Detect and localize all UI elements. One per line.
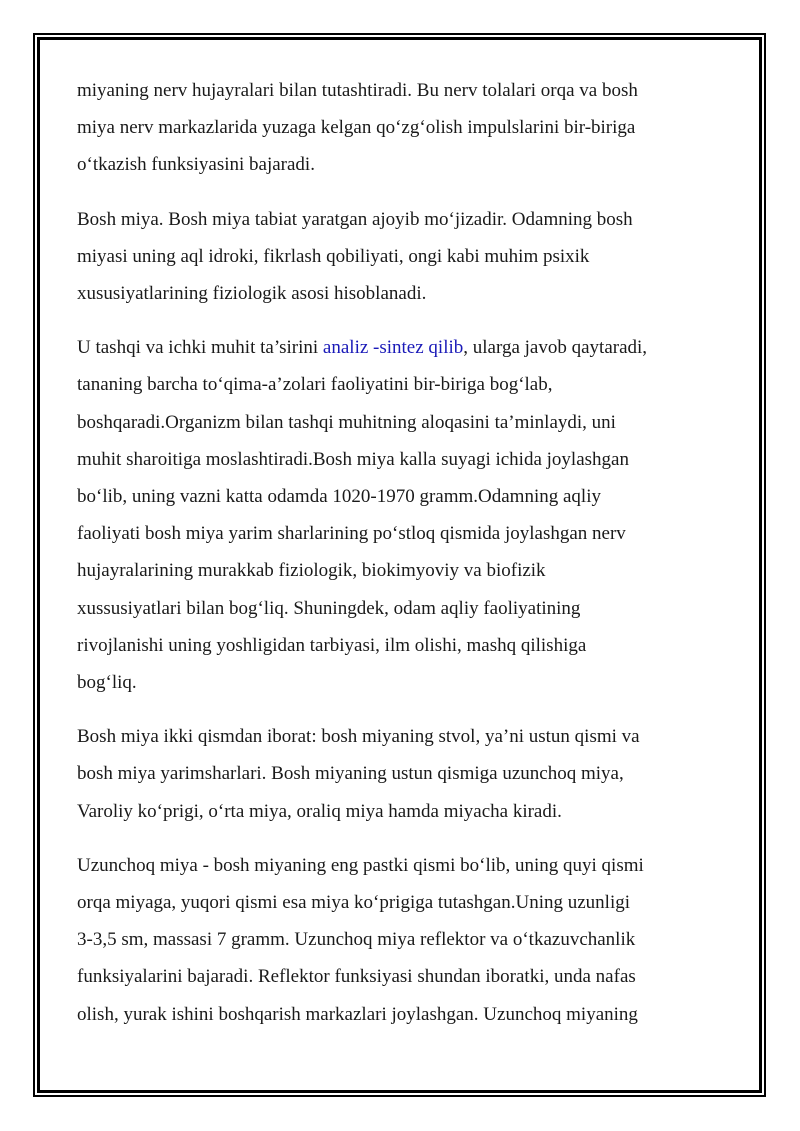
text-line: funksiyalarini bajaradi. Reflektor funksiyasi shundan iboratki, unda nafas [77,966,636,988]
text-segment: U tashqi va ichki muhit ta’sirini [77,337,323,359]
text-line: olish, yurak ishini boshqarish markazlari joylashgan. Uzunchoq miyaning [77,1003,638,1025]
paragraph-nerve-fibers [77,72,725,184]
text-line: boshqaradi.Organizm bilan tashqi muhitning aloqasini ta’minlaydi, uni [77,411,616,433]
text-line: tananing barcha to‘qima-a’zolari faoliyatini bir-biriga bog‘lab, [77,374,553,396]
text-line: Varoliy ko‘prigi, o‘rta miya, oraliq miya hamda miyacha kiradi. [77,800,562,822]
analysis-synthesis-link[interactable]: analiz -sintez qilib [322,337,464,359]
text-line: o‘tkazish funksiyasini bajaradi. [77,154,315,176]
text-line: rivojlanishi uning yoshligidan tarbiyasi, ilm olishi, mashq qilishiga [77,634,587,656]
document-body [77,72,725,1050]
text-line: miya nerv markazlarida yuzaga kelgan qo‘zg‘olish impulslarini bir-biriga [77,117,636,139]
text-line: bo‘lib, uning vazni katta odamda 1020-1970 gramm.Odamning aqliy [77,486,601,508]
text-line: 3-3,5 sm, massasi 7 gramm. Uzunchoq miya reflektor va o‘tkazuvchanlik [77,929,636,951]
paragraph-medulla [77,847,725,1033]
text-line: Bosh miya ikki qismdan iborat: bosh miyaning stvol, ya’ni ustun qismi va [77,726,640,748]
text-line: xususiyatlarining fiziologik asosi hisoblanadi. [77,283,427,305]
text-line: faoliyati bosh miya yarim sharlarining po‘stloq qismida joylashgan nerv [77,523,626,545]
text-line: muhit sharoitiga moslashtiradi.Bosh miya kalla suyagi ichida joylashgan [77,448,629,470]
paragraph-brain-parts [77,718,725,830]
text-line: Bosh miya. Bosh miya tabiat yaratgan ajoyib mo‘jizadir. Odamning bosh [77,208,633,230]
text-line: bog‘liq. [77,672,137,694]
text-line: bosh miya yarimsharlari. Bosh miyaning ustun qismiga uzunchoq miya, [77,763,624,785]
text-segment: , ularga javob qaytaradi, [463,337,648,359]
text-line: Uzunchoq miya - bosh miyaning eng pastki qismi bo‘lib, uning quyi qismi [77,854,644,876]
text-line: orqa miyaga, yuqori qismi esa miya ko‘prigiga tutashgan.Uning uzunligi [77,892,631,914]
text-line: xussusiyatlari bilan bog‘liq. Shuningdek, odam aqliy faoliyatining [77,597,581,619]
text-line: miyasi uning aql idroki, fikrlash qobiliyati, ongi kabi muhim psixik [77,245,590,267]
paragraph-brain-function [77,329,725,701]
text-line: hujayralarining murakkab fiziologik, biokimyoviy va biofizik [77,560,546,582]
text-line: miyaning nerv hujayralari bilan tutashtiradi. Bu nerv tolalari orqa va bosh [77,80,638,101]
paragraph-brain-intro [77,201,725,313]
text-line-with-link [77,329,725,366]
